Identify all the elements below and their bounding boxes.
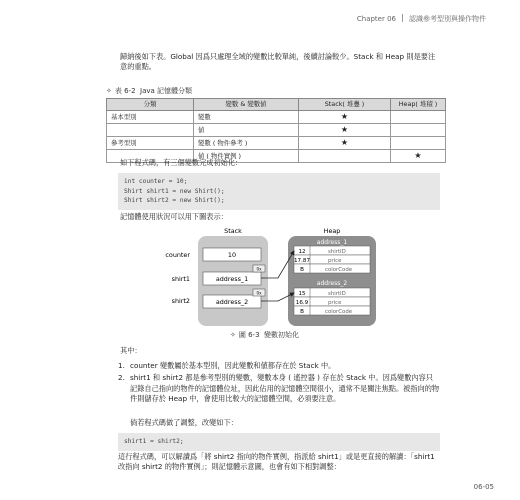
table-row [107, 124, 446, 137]
list-item [118, 373, 440, 404]
chapter-label: Chapter 06 [356, 15, 396, 23]
stack-value-shirt1: address_1 [215, 275, 249, 283]
list-item-number: 1. [118, 361, 125, 370]
obj2-value: 16.9 [295, 300, 309, 306]
stack-value-counter: 10 [227, 251, 237, 259]
memory-table [106, 98, 446, 163]
code-line: Shirt shirt2 = new Shirt(); [124, 197, 225, 205]
obj1-value: 12 [298, 249, 306, 255]
paragraph-interpretation: 這行程式碼，可以解讀爲「將 shirt2 指向的物件實例，指派給 shirt1」或是更直接的解讀：「shirt1 改指向 shirt2 的物件實例」；則記憶體示意圖，也會有如下相對調整： [118, 452, 435, 472]
page-number: 06-05 [473, 482, 494, 491]
obj2-value: 15 [298, 291, 306, 297]
obj1-value: B [300, 267, 304, 273]
pointer-tag-text: 0x [256, 266, 262, 272]
table-cell-stack: ★ [299, 137, 391, 150]
code-line: Shirt shirt1 = new Shirt(); [124, 187, 225, 195]
table-cell-heap [391, 137, 446, 150]
memory-diagram [150, 226, 390, 328]
var-shirt1: shirt1 [171, 275, 190, 283]
stack-label: Stack [224, 227, 242, 235]
figure-caption-label: 圖 6-3 [238, 331, 260, 339]
obj1-value: 17.87 [293, 258, 311, 264]
page-header [357, 14, 486, 24]
figure-caption [230, 330, 299, 340]
table-cell-item: 變數 ( 物件參考 ) [194, 137, 299, 150]
table-cell-heap [391, 124, 446, 137]
code-block-1 [118, 173, 440, 210]
obj1-field: colorCode [325, 267, 353, 273]
table-row [107, 137, 446, 150]
chapter-title: 認識參考型別與操作物件 [409, 15, 486, 23]
table-caption-label: 表 6-2 [114, 87, 136, 95]
table-header-cell: Heap( 堆積 ) [391, 99, 446, 111]
heap-object2-title: address_2 [316, 280, 348, 287]
list-item-text: counter 變數屬於基本型別，因此變數和値都存在於 Stack 中。 [130, 361, 336, 370]
obj2-field: shirtID [328, 291, 346, 297]
table-cell-category: 基本型別 [107, 111, 194, 124]
paragraph-code-intro: 如下程式碼，有三個變數完成初始化： [120, 158, 243, 167]
table-row [107, 111, 446, 124]
obj2-value: B [300, 309, 304, 315]
list-item [118, 361, 440, 371]
table-cell-category [107, 124, 194, 137]
figure-caption-title: 變數初始化 [264, 331, 299, 339]
header-separator [402, 14, 403, 22]
paragraph-diagram-intro: 記憶體使用狀況可以用下圖表示： [120, 212, 228, 221]
heap-label: Heap [323, 227, 341, 235]
list-item-text: shirt1 和 shirt2 都是參考型別的變數，變數本身 ( 遙控器 ) 存在於 Stack 中。因爲變數內容只記錄自己指向的物件的記憶體位址，因此佔用的記憶體空間很小，通常不是關注焦點。被指向的物件則儲存於 Heap 中，會使用比較大的記憶體空間，必須要注意。 [130, 373, 440, 404]
table-cell-item: 値 ( 物件實例 ) [194, 150, 299, 163]
var-counter: counter [165, 251, 190, 259]
table-header-row [107, 99, 446, 111]
table-header-cell: Stack( 堆疊 ) [299, 99, 391, 111]
heap-object1 [294, 246, 370, 273]
table-cell-heap [391, 111, 446, 124]
table-cell-item: 値 [194, 124, 299, 137]
list-item-number: 2. [118, 373, 125, 383]
table-caption-title: Java 記憶體分類 [140, 87, 193, 95]
caption-mark: ✧ [106, 87, 112, 95]
heap-object2 [294, 288, 370, 315]
caption-mark: ✧ [230, 331, 236, 339]
table-header-cell: 變數 & 變數値 [194, 99, 299, 111]
table-cell-stack: ★ [299, 111, 391, 124]
code-line: shirt1 = shirt2; [124, 438, 184, 445]
table-cell-stack: ★ [299, 124, 391, 137]
stack-value-shirt2: address_2 [215, 298, 249, 306]
code-block-2 [118, 433, 440, 451]
table-header-cell: 分類 [107, 99, 194, 111]
obj1-field: price [328, 258, 342, 264]
intro-paragraph: 歸納後如下表。Global 因爲只處理全域的變數比較單純，後續討論較少。Stack 和 Heap 則是要注意的重點。 [120, 52, 436, 72]
table-cell-heap: ★ [391, 150, 446, 163]
obj1-field: shirtID [328, 249, 346, 255]
explanation-list [118, 361, 440, 407]
code-line: int counter = 10; [124, 178, 188, 185]
obj2-field: colorCode [325, 309, 353, 315]
table-cell-item: 變數 [194, 111, 299, 124]
paragraph-adjust: 倘若程式碼做了調整，改變如下： [130, 418, 238, 427]
pointer-tag-text: 0x [256, 290, 262, 296]
table-cell-category: 參考型別 [107, 137, 194, 150]
paragraph-where: 其中： [120, 346, 142, 355]
heap-object1-title: address_1 [316, 239, 348, 246]
var-shirt2: shirt2 [171, 297, 190, 305]
table-caption [106, 86, 192, 96]
obj2-field: price [328, 300, 342, 306]
